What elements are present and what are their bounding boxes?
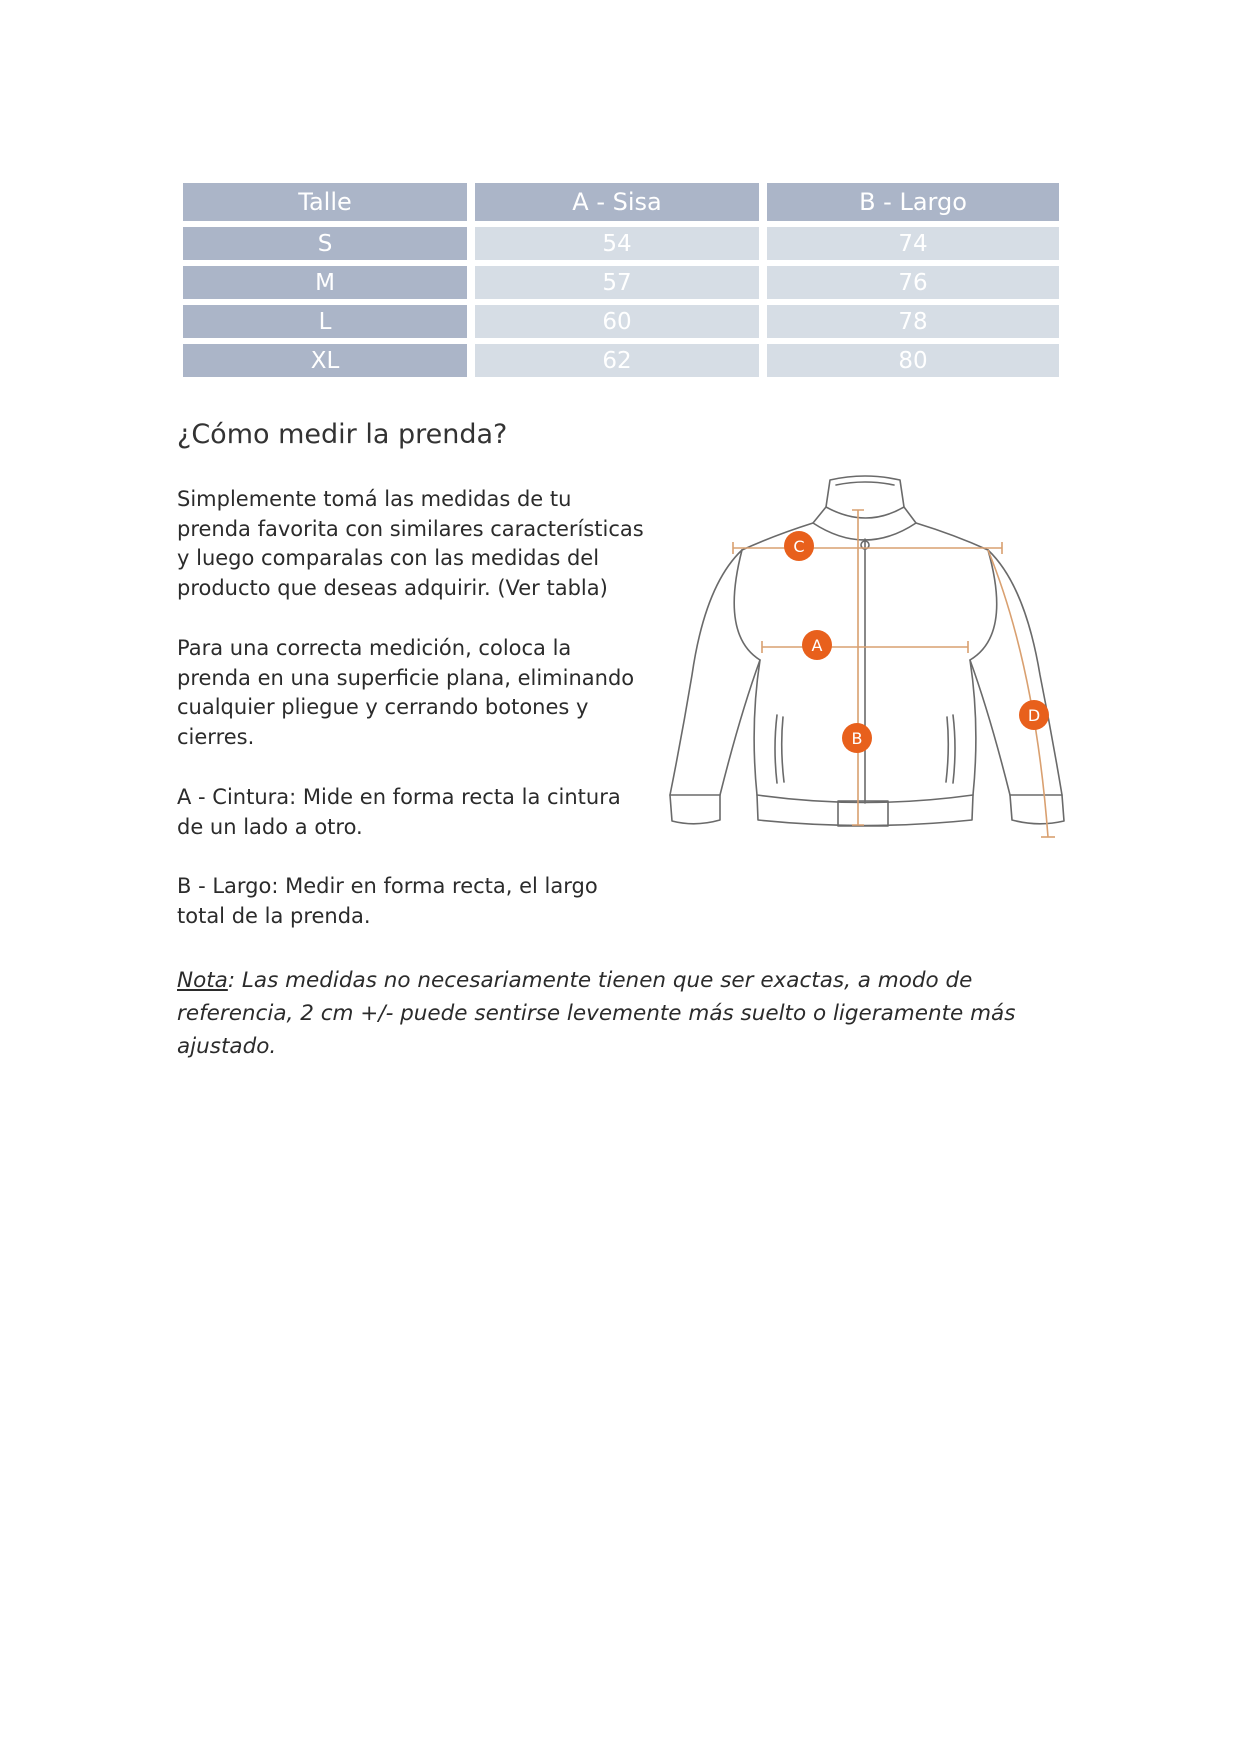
svg-text:C: C: [793, 537, 805, 556]
header-talle: Talle: [183, 183, 475, 227]
largo-cell: 78: [767, 305, 1059, 344]
marker-d-icon: [1019, 700, 1049, 730]
sisa-cell: 57: [475, 266, 767, 305]
guide-paragraph-length: B - Largo: Medir en forma recta, el largo total de la prenda.: [177, 874, 598, 928]
measurement-markers: [784, 531, 1049, 753]
size-cell: XL: [183, 344, 475, 383]
sisa-cell: 62: [475, 344, 767, 383]
guide-paragraph-intro: Simplemente tomá las medidas de tu prenda favorita con similares características y luego comparalas con las medidas del producto que deseas adquirir. (Ver tabla): [177, 487, 644, 600]
sisa-cell: 54: [475, 227, 767, 266]
marker-a-icon: [802, 630, 832, 660]
largo-cell: 74: [767, 227, 1059, 266]
jacket-measurement-diagram: [650, 465, 1090, 905]
size-cell: L: [183, 305, 475, 344]
header-sisa: A - Sisa: [475, 183, 767, 227]
guide-paragraph-waist: A - Cintura: Mide en forma recta la cintura de un lado a otro.: [177, 785, 621, 839]
note: [177, 964, 1077, 1063]
sisa-cell: 60: [475, 305, 767, 344]
largo-cell: 76: [767, 266, 1059, 305]
size-cell: S: [183, 227, 475, 266]
header-largo: B - Largo: [767, 183, 1059, 227]
size-cell: M: [183, 266, 475, 305]
table-row: [183, 344, 1059, 383]
guide-paragraph-procedure: Para una correcta medición, coloca la prenda en una superficie plana, eliminando cualquier pliegue y cerrando botones y cierres.: [177, 636, 635, 749]
measurement-lines: [733, 510, 1055, 837]
table-row: [183, 305, 1059, 344]
jacket-outline: [670, 476, 1064, 826]
guide-heading: ¿Cómo medir la prenda?: [177, 419, 508, 450]
svg-text:B: B: [851, 729, 863, 748]
note-label: Nota: [177, 968, 228, 993]
svg-text:A: A: [811, 636, 823, 655]
largo-cell: 80: [767, 344, 1059, 383]
table-row: [183, 266, 1059, 305]
size-table-header-row: [183, 183, 1059, 227]
svg-text:D: D: [1027, 706, 1041, 725]
size-table: [183, 183, 1059, 383]
marker-b-icon: [842, 723, 872, 753]
table-row: [183, 227, 1059, 266]
marker-c-icon: [784, 531, 814, 561]
note-text: : Las medidas no necesariamente tienen que ser exactas, a modo de referencia, 2 cm +/- puede sentirse levemente más suelto o ligeramente más ajustado.: [177, 968, 1016, 1059]
